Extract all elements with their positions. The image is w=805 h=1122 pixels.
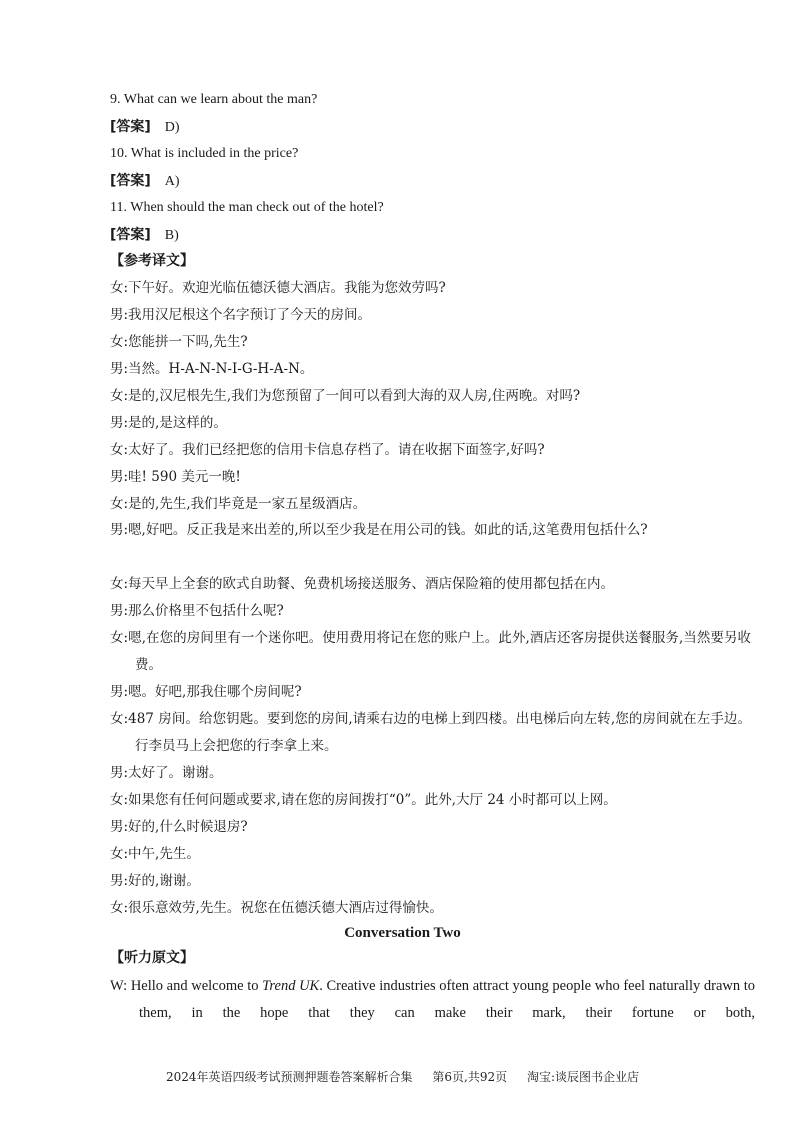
dialogue-line: 男:好的,谢谢。 (110, 873, 200, 889)
answer-9 (110, 117, 730, 138)
dialogue-line: 女:下午好。欢迎光临伍德沃德大酒店。我能为您效劳吗? (110, 280, 446, 296)
answer-label: [答案] (110, 173, 151, 189)
footer-shop: 淘宝:谈辰图书企业店 (526, 1070, 639, 1084)
speaker-label: W: (110, 978, 128, 994)
answer-11 (110, 225, 730, 246)
answer-label: [答案] (110, 227, 151, 243)
dialogue-line: 女:每天早上全套的欧式自助餐、免费机场接送服务、酒店保险箱的使用都包括在内。 (110, 576, 615, 592)
dialogue-line: 男:当然。H-A-N-N-I-G-H-A-N。 (110, 361, 314, 377)
dialogue-line: 男:嗯,好吧。反正我是来出差的,所以至少我是在用公司的钱。如此的话,这笔费用包括什么? (110, 522, 648, 538)
dialogue-line: 女:您能拼一下吗,先生? (110, 334, 248, 350)
dialogue-line: 男:太好了。谢谢。 (110, 765, 223, 781)
conversation-title: Conversation Two (344, 925, 461, 941)
paragraph-text: Hello and welcome to (130, 978, 263, 994)
show-name: Trend UK (262, 978, 320, 994)
translation-heading: 【参考译文】 (110, 253, 194, 269)
dialogue-line: 女:嗯,在您的房间里有一个迷你吧。使用费用将记在您的账户上。此外,酒店还客房提供送餐服务,当然要另收费。 (110, 630, 751, 673)
dialogue-line: 女:如果您有任何问题或要求,请在您的房间拨打“0”。此外,大厅 24 小时都可以上网。 (110, 792, 617, 808)
dialogue-line: 男:是的,是这样的。 (110, 415, 227, 431)
answer-10 (110, 171, 730, 192)
question-10: 10. What is included in the price? (110, 146, 299, 161)
dialogue-line: 女:太好了。我们已经把您的信用卡信息存档了。请在收据下面签字,好吗? (110, 442, 545, 458)
dialogue-line: 男:嗯。好吧,那我住哪个房间呢? (110, 684, 302, 700)
dialogue-line: 女:很乐意效劳,先生。祝您在伍德沃德大酒店过得愉快。 (110, 900, 443, 916)
question-11: 11. When should the man check out of the hotel? (110, 200, 384, 215)
dialogue-line: 男:我用汉尼根这个名字预订了今天的房间。 (110, 307, 372, 323)
dialogue-line: 女:487 房间。给您钥匙。要到您的房间,请乘右边的电梯上到四楼。出电梯后向左转,您的房间就在左手边。行李员马上会把您的行李拿上来。 (110, 711, 751, 754)
dialogue-line: 女:是的,先生,我们毕竟是一家五星级酒店。 (110, 496, 367, 512)
dialogue-line: 女:是的,汉尼根先生,我们为您预留了一间可以看到大海的双人房,住两晚。对吗? (110, 388, 581, 404)
footer-title: 2024年英语四级考试预测押题卷答案解析合集 (166, 1070, 413, 1084)
paragraph-text: . Creative industries often attract young people who feel naturally drawn to them, in the hope that they can make their mark, their fortune or both, (139, 978, 756, 1021)
question-9: 9. What can we learn about the man? (110, 92, 318, 107)
footer-page-number: 第6页,共92页 (432, 1070, 508, 1084)
answer-label: [答案] (110, 119, 151, 135)
listening-paragraph (110, 973, 755, 1027)
listening-heading: 【听力原文】 (110, 950, 194, 966)
dialogue-line: 男:哇! 590 美元一晚! (110, 469, 241, 485)
page-footer (0, 1068, 805, 1086)
dialogue-line: 男:好的,什么时候退房? (110, 819, 248, 835)
dialogue-line: 男:那么价格里不包括什么呢? (110, 603, 284, 619)
answer-value: B) (164, 228, 179, 243)
dialogue-line: 女:中午,先生。 (110, 846, 200, 862)
answer-value: D) (164, 120, 180, 135)
answer-value: A) (164, 174, 180, 189)
